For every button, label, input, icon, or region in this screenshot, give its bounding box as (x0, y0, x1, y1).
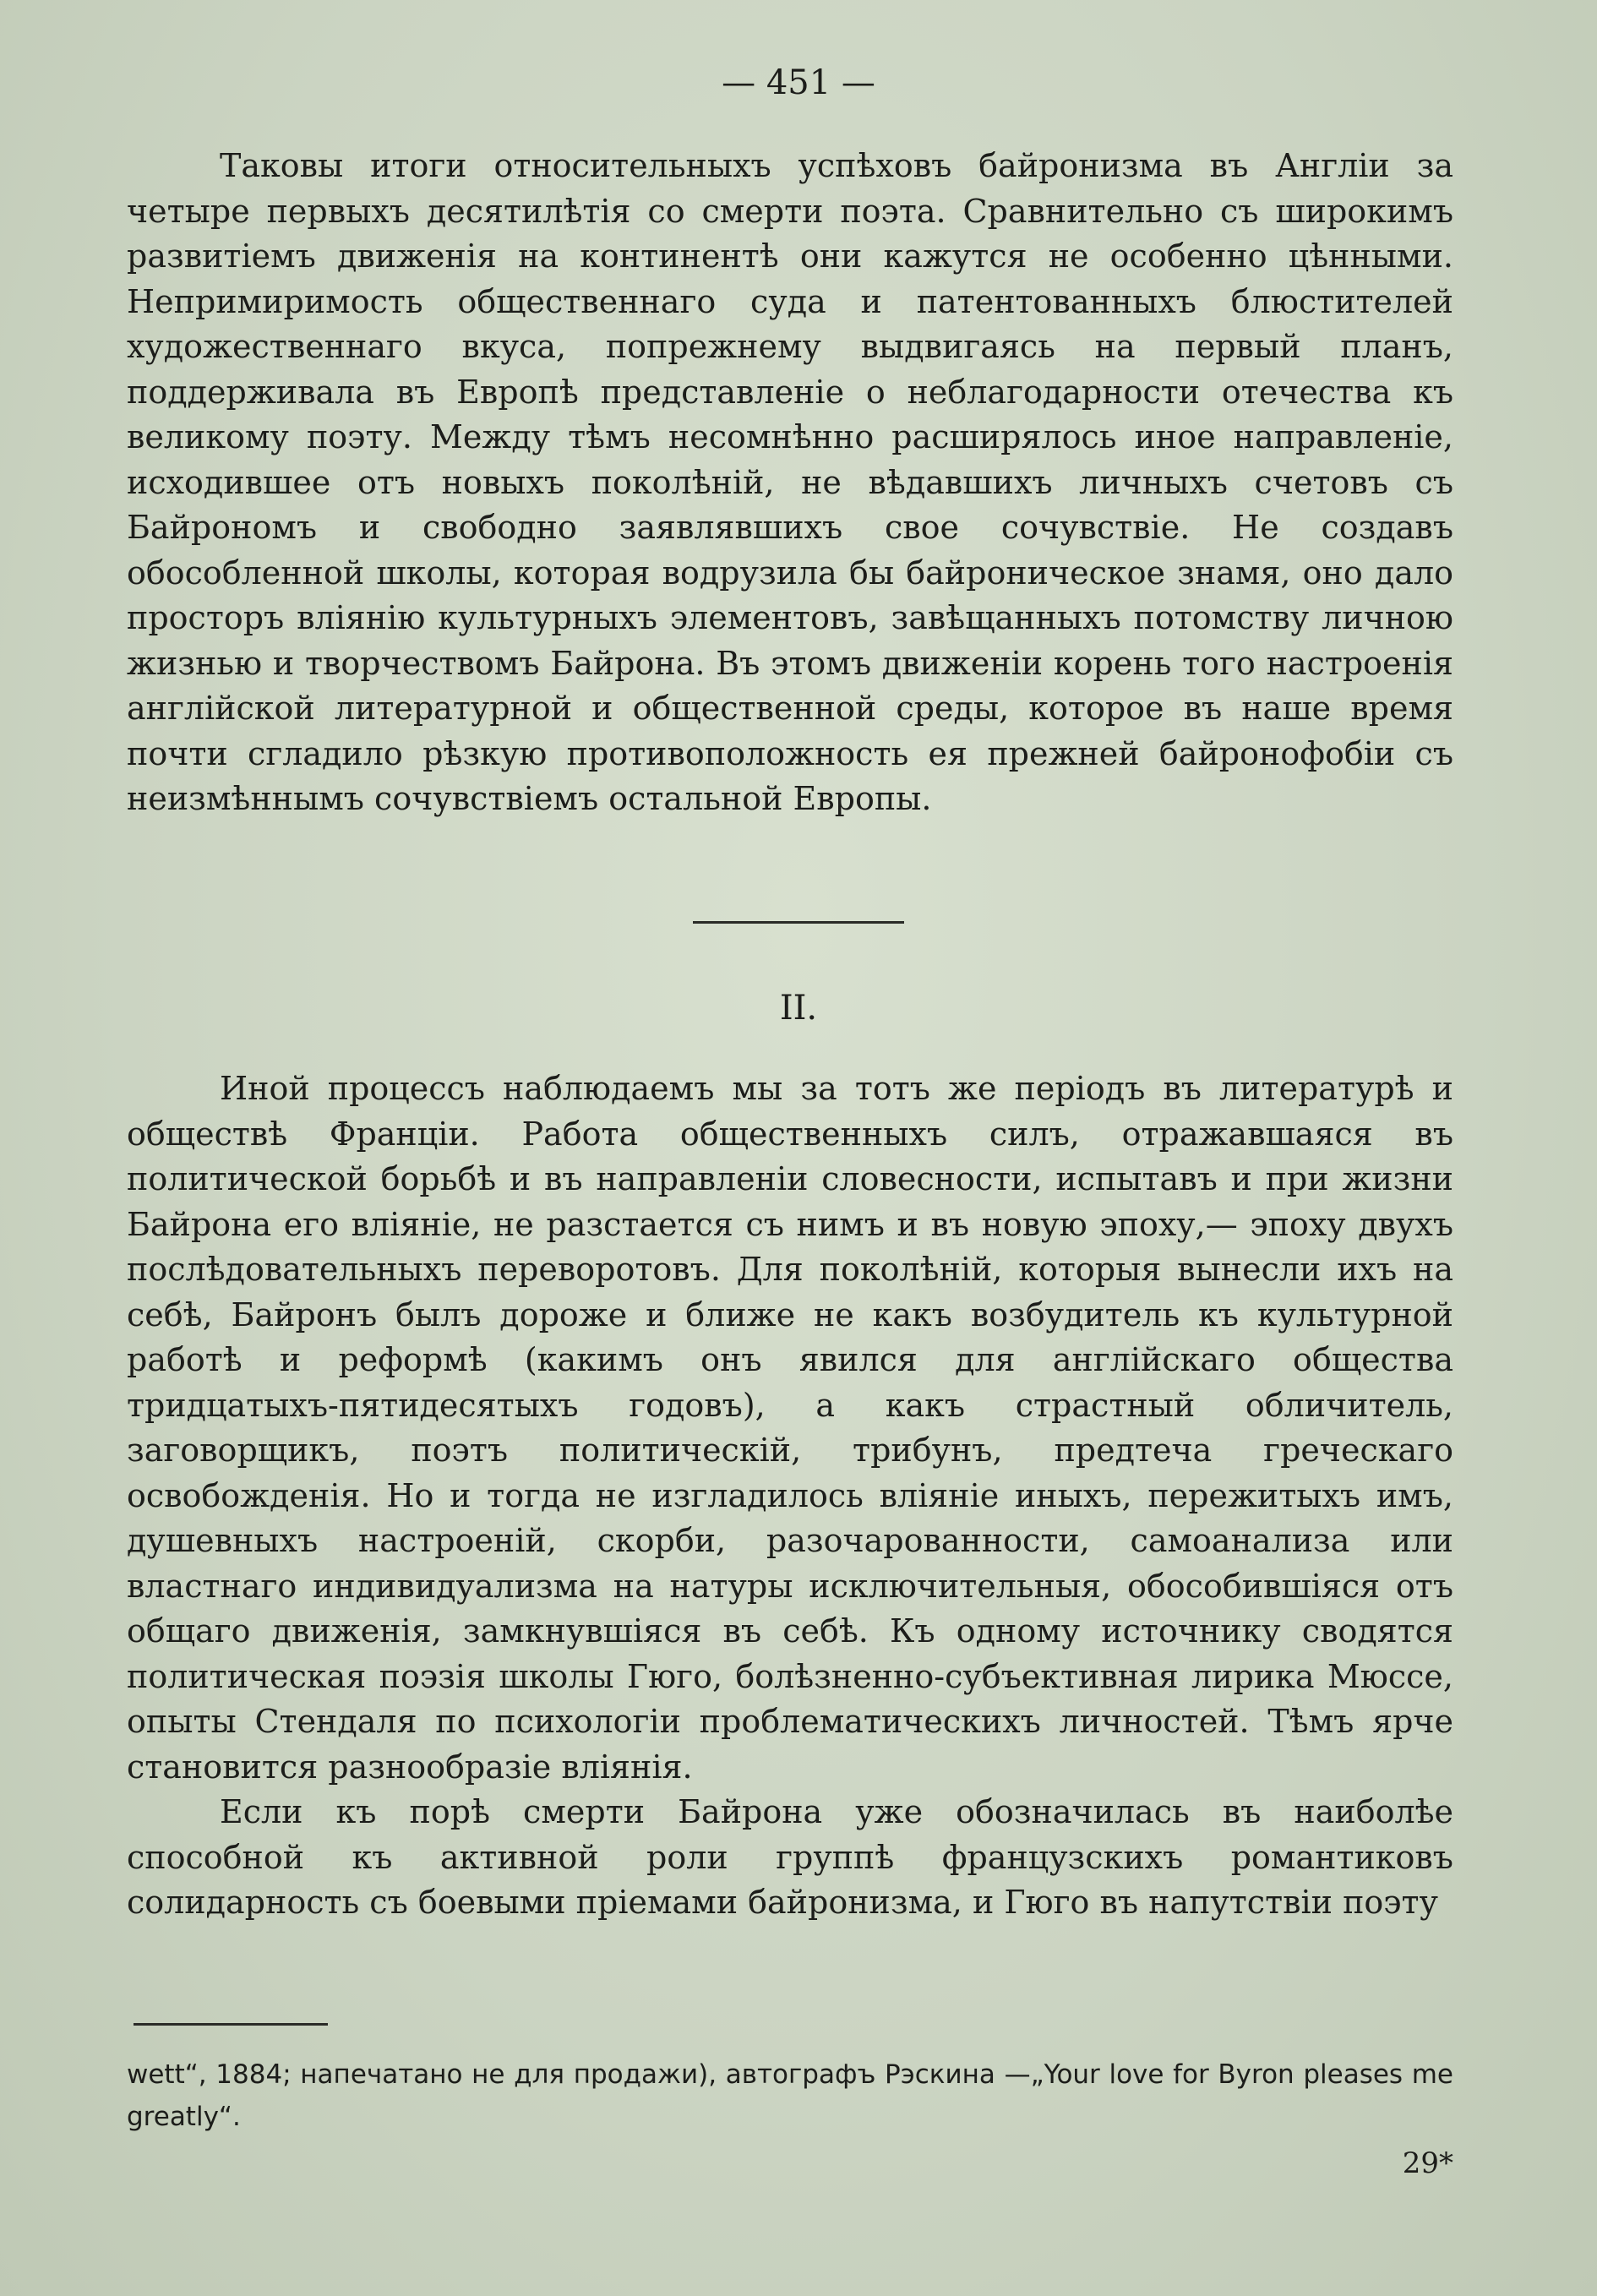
footnote-divider (134, 2023, 328, 2026)
paragraph: Иной процессъ наблюдаемъ мы за тотъ же періодъ въ литературѣ и обществѣ Франціи. Работа общественныхъ силъ, отражавшаяся въ политической борьбѣ и въ направленіи словесности, испытавъ и при жизни Байрона его вліяніе, не разстается съ нимъ и въ новую эпоху,— эпоху двухъ послѣдовательныхъ переворотовъ. Для поколѣній, которыя вынесли ихъ на себѣ, Байронъ былъ дороже и ближе не какъ возбудитель къ культурной работѣ и реформѣ (какимъ онъ явился для англійскаго общества тридцатыхъ-пятидесятыхъ годовъ), а какъ страстный обличитель, заговорщикъ, поэтъ политическій, трибунъ, предтеча греческаго освобожденія. Но и тогда не изгладилось вліяніе иныхъ, пережитыхъ имъ, душевныхъ настроеній, скорби, разочарованности, самоанализа или властнаго индивидуализма на натуры исключительныя, обособившіяся отъ общаго движенія, замкнувшіяся въ себѣ. Къ одному источнику сводятся политическая поэзія школы Гюго, болѣзненно-субъективная лирика Мюссе, опыты Стендаля по психологіи проблематическихъ личностей. Тѣмъ ярче становится разнообразіе вліянія. (127, 1070, 1453, 1786)
page-number: — 451 — (722, 63, 875, 102)
section-divider (693, 921, 904, 924)
section-1-text (127, 144, 1453, 822)
section-heading: II. (779, 989, 818, 1028)
section-2-text (127, 1066, 1453, 1926)
printer-signature-mark: 29* (1402, 2146, 1453, 2180)
paragraph: Таковы итоги относительныхъ успѣховъ байронизма въ Англіи за четыре первыхъ десятилѣтія со смерти поэта. Сравнительно съ широкимъ развитіемъ движенія на континентѣ они кажутся не особенно цѣнными. Непримиримость общественнаго суда и патентованныхъ блюстителей художественнаго вкуса, попрежнему выдвигаясь на первый планъ, поддерживала въ Европѣ представленіе о неблагодарности отечества къ великому поэту. Между тѣмъ несомнѣнно расширялось иное направленіе, исходившее отъ новыхъ поколѣній, не вѣдавшихъ личныхъ счетовъ съ Байрономъ и свободно заявлявшихъ свое сочувствіе. Не создавъ обособленной школы, которая водрузила бы байроническое знамя, оно дало просторъ вліянію культурныхъ элементовъ, завѣщанныхъ потомству личною жизнью и творчествомъ Байрона. Въ этомъ движеніи корень того настроенія англійской литературной и общественной среды, которое въ наше время почти сгладило рѣзкую противоположность ея прежней байронофобіи съ неизмѣннымъ сочувствіемъ остальной Европы. (127, 147, 1453, 817)
paragraph: Если къ порѣ смерти Байрона уже обозначилась въ наиболѣе способной къ активной роли группѣ французскихъ романтиковъ солидарность съ боевыми пріемами байронизма, и Гюго въ напутствіи поэту (127, 1793, 1453, 1921)
footnote: wett“, 1884; напечатано не для продажи), автографъ Рэскина —„Your love for Byron pleases me greatly“. (127, 2059, 1453, 2132)
